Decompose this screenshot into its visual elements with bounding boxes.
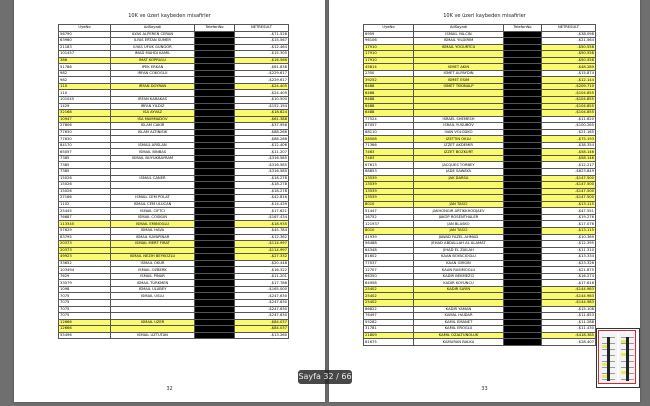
cell-netresult: -$623.849 [542,169,596,176]
document-page-right [329,0,640,402]
cell-netresult: -$13.334 [542,254,596,261]
cell-adsoyadi: ISMAIL KAYAPINAR [111,234,195,241]
cell-netresult: -$15.567 [235,38,289,45]
cell-uyeno: 31781 [364,326,414,333]
cell-uyeno: 67613 [364,162,414,169]
cell-uyeno: 77630 [59,129,111,136]
cell-uyeno: 12666 [59,319,111,326]
cell-uyeno: 6488 [364,90,414,97]
cell-netresult: -$12.464 [235,44,289,51]
cell-adsoyadi: ISMET TEKINALP [414,83,504,90]
cell-netresult: -$247.630 [235,299,289,306]
cell-netresult: -$58.146 [542,149,596,156]
cell-uyeno: 39252 [364,77,414,84]
cell-netresult: -$45.784 [235,227,289,234]
cell-uyeno: 6488 [364,97,414,104]
cell-uyeno: 64348 [364,247,414,254]
cell-netresult: -$11.430 [542,326,596,333]
cell-uyeno: 8010 [364,201,414,208]
cell-uyeno: 21809 [364,332,414,339]
cell-netresult: -$88.266 [235,129,289,136]
cell-netresult: -$58.146 [542,155,596,162]
cell-adsoyadi: ISMET ESIM [414,77,504,84]
cell-uyeno: 55496 [59,332,111,339]
cell-netresult: -$37.956 [235,123,289,130]
cell-netresult: -$11.310 [542,247,596,254]
cell-netresult: -$17.076 [542,221,596,228]
cell-adsoyadi: IMAD MAHDI KAMIL [111,51,195,58]
cell-adsoyadi: JAN BLASKO [414,221,504,228]
cell-adsoyadi: ISMAIL PINAR [111,273,195,280]
cell-uyeno: 1098 [59,286,111,293]
cell-uyeno: 68853 [364,169,414,176]
cell-adsoyadi: KAMIL EMANET [414,319,504,326]
cell-netresult: -$18.278 [235,182,289,189]
cell-uyeno: 13539 [364,195,414,202]
cell-uyeno: 76687 [59,214,111,221]
cell-uyeno: 7629 [59,273,111,280]
cell-netresult: -$23.326 [542,260,596,267]
cell-netresult: -$61.388 [235,116,289,123]
cell-adsoyadi: ISMAIL YOGURTCU [414,44,504,51]
page-title: 10K ve üzeri kaybeden misafirler [128,13,211,19]
cell-uyeno: 27166 [59,195,111,202]
cell-telefonno-redacted [504,339,542,346]
cell-adsoyadi: IRFAN DOYRAN [111,83,195,90]
cell-adsoyadi: ISMAIL BUYUKBAYRAM [111,155,195,162]
cell-netresult: -$13.115 [542,201,596,208]
cell-uyeno: 7385 [59,162,111,169]
cell-netresult: -$14.439 [235,201,289,208]
cell-netresult: -$104.855 [542,103,596,110]
cell-uyeno: 110 [59,83,111,90]
cell-netresult: -$144.983 [542,299,596,306]
cell-netresult: -$167.434 [235,214,289,221]
cell-uyeno: 20373 [59,247,111,254]
column-header-netresult: NETRESULT [542,25,596,32]
cell-netresult: -$18.935 [235,221,289,228]
page-number: 33 [481,386,488,392]
cell-netresult: -$114.997 [235,247,289,254]
column-header-adsoyadi: AdSoyadi [111,25,195,32]
cell-netresult: -$16.566 [235,57,289,64]
cell-uyeno: 1102 [59,201,111,208]
cell-adsoyadi: ISMAIL NEZIH BEYKOZLU [111,254,195,261]
cell-netresult: -$418.385 [542,332,596,339]
cell-adsoyadi: IMAT KOPRULU [111,57,195,64]
cell-uyeno: 68110 [364,129,414,136]
cell-netresult: -$11.620 [542,116,596,123]
table-row [364,339,596,346]
cell-netresult: -$50.558 [542,57,596,64]
cell-netresult: -$84.037 [235,326,289,333]
cell-adsoyadi: KAMAL HAIDAR [414,313,504,320]
cell-netresult: -$316.585 [235,162,289,169]
cell-netresult: -$38.354 [542,142,596,149]
cell-adsoyadi: ISMAIL UZTUTAN [111,332,195,339]
cell-netresult: -$50.558 [542,51,596,58]
cell-netresult: -$12.395 [542,241,596,248]
column-header-uyeno: UyeNo [59,25,111,32]
data-table [363,24,596,346]
cell-uyeno: 87057 [364,123,414,130]
cell-adsoyadi: KADIR KOYUNCU [414,280,504,287]
cell-uyeno: 57629 [59,227,111,234]
cell-adsoyadi: ISMAIL ULUBEY [111,286,195,293]
cell-netresult: -$247.630 [235,313,289,320]
cell-netresult: -$19.276 [542,214,596,221]
cell-netresult: -$165.000 [235,286,289,293]
cell-netresult: -$12.406 [235,142,289,149]
cell-netresult: -$11.653 [542,313,596,320]
cell-uyeno: 66350 [364,273,414,280]
cell-adsoyadi: KADIR BEKMEZCI [414,273,504,280]
cell-netresult: -$144.983 [542,293,596,300]
column-header-telefonno: TelefonNo [195,25,235,32]
cell-adsoyadi: KAAN BOYACIOGLU [414,254,504,261]
cell-uyeno: 10947 [59,116,111,123]
cell-uyeno: 65057 [59,149,111,156]
cell-uyeno: 13539 [364,188,414,195]
cell-uyeno: 7075 [59,313,111,320]
cell-uyeno: 386 [59,57,111,64]
cell-netresult: -$11.288 [542,319,596,326]
cell-adsoyadi: ISMET AKIN [414,64,504,71]
cell-uyeno: 64958 [364,280,414,287]
cell-netresult: -$104.855 [542,110,596,117]
cell-netresult: -$209.710 [542,83,596,90]
cell-uyeno: 81675 [364,339,414,346]
cell-netresult: -$24.405 [235,83,289,90]
cell-netresult: -$15.305 [235,51,289,58]
cell-adsoyadi: ISMET ALPAYDIN [414,70,504,77]
cell-adsoyadi: ISA MAMMADOV [111,116,195,123]
cell-uyeno: 982 [59,77,111,84]
cell-netresult: -$147.500 [542,175,596,182]
cell-netresult: -$13.260 [235,332,289,339]
cell-uyeno: 121937 [364,221,414,228]
cell-netresult: -$81.838 [235,64,289,71]
cell-adsoyadi: ISMAIL ARSLAN [111,142,195,149]
cell-netresult: -$71.528 [235,31,289,38]
cell-uyeno: 86822 [364,306,414,313]
data-table [58,24,289,339]
cell-netresult: -$20.448 [235,260,289,267]
cell-uyeno: 77037 [364,260,414,267]
cell-netresult: -$147.500 [542,195,596,202]
cell-uyeno: 13539 [364,182,414,189]
cell-netresult: -$21.564 [542,38,596,45]
column-header-adsoyadi: AdSoyadi [414,25,504,32]
table-row [59,332,289,339]
cell-netresult: -$17.621 [235,208,289,215]
cell-uyeno: 83795 [59,234,111,241]
cell-uyeno: 17910 [364,44,414,51]
cell-adsoyadi: IPEK ERKAN [111,64,195,71]
cell-adsoyadi: ISMAIL CEM ULUCAN [111,201,195,208]
cell-adsoyadi: JAWAD FAZEL AHMAD [414,234,504,241]
cell-netresult: -$50.558 [542,44,596,51]
cell-uyeno: 7463 [364,155,414,162]
cell-uyeno: 96106 [364,38,414,45]
cell-adsoyadi: JEHAD ABDALLAH AL ALAMAT [414,241,504,248]
cell-uyeno: 25445 [59,208,111,215]
cell-adsoyadi: JAN TASCI [414,227,504,234]
cell-netresult: -$11.201 [235,273,289,280]
cell-netresult: -$75.193 [542,136,596,143]
cell-netresult: -$13.115 [542,227,596,234]
cell-uyeno: 101045 [59,97,111,104]
cell-netresult: -$18.278 [235,188,289,195]
cell-uyeno: 25402 [364,286,414,293]
page-title: 10K ve üzeri kaybeden misafirler [443,13,526,19]
cell-adsoyadi: ILYAS ERTAN SUMER [111,38,195,45]
cell-netresult: -$152.194 [235,103,289,110]
cell-adsoyadi: JIHAD EL ZAILAH [414,247,504,254]
cell-adsoyadi: IZZET BOZKURT [414,149,504,156]
cell-adsoyadi: IZETTIN OKLU [414,136,504,143]
cell-uyeno: 12666 [59,326,111,333]
cell-netresult: -$24.405 [235,90,289,97]
cell-adsoyadi: ISMAIL CIFTCI [111,208,195,215]
cell-adsoyadi: JAKHONGIR ARTIKKHODJAEV [414,208,504,215]
cell-adsoyadi: ISMAIL EMINOGLU [111,221,195,228]
cell-uyeno: 55282 [364,319,414,326]
cell-telefonno-redacted [195,332,235,339]
cell-adsoyadi: KAAN GIRGIN [414,260,504,267]
cell-adsoyadi: ISMAIL OKUR [111,260,195,267]
cell-adsoyadi: KADIR YAMAN [414,306,504,313]
cell-netresult: -$12.144 [542,77,596,84]
cell-uyeno: 15026 [59,175,111,182]
cell-uyeno: 77630 [59,136,111,143]
cell-uyeno: 33579 [59,280,111,287]
cell-adsoyadi: ISRAIL YUSUBOV [414,123,504,130]
cell-adsoyadi: ISMAIL YALCIN [414,31,504,38]
cell-adsoyadi: ISMAIL TURKMEN [111,280,195,287]
cell-uyeno: 25402 [364,299,414,306]
cell-uyeno: 41939 [364,234,414,241]
column-header-telefonno: TelefonNo [504,25,542,32]
column-header-uyeno: UyeNo [364,25,414,32]
cell-uyeno: 33652 [59,260,111,267]
cell-netresult: -$38.098 [542,31,596,38]
cell-netresult: -$17.616 [542,280,596,287]
cell-adsoyadi: ISMAIL OZBERK [111,267,195,274]
cell-netresult: -$12.362 [235,234,289,241]
cell-adsoyadi: JACQUES TORBEY [414,162,504,169]
cell-netresult: -$18.278 [235,175,289,182]
cell-netresult: -$47.551 [542,208,596,215]
cell-uyeno: 7385 [59,169,111,176]
cell-uyeno: 7385 [59,155,111,162]
cell-uyeno: 8010 [364,227,414,234]
cell-uyeno: 81602 [364,254,414,261]
cell-uyeno: 103494 [59,267,111,274]
cell-uyeno: 77524 [364,116,414,123]
cell-uyeno: 56790 [59,31,111,38]
page-number: 32 [166,386,173,392]
cell-uyeno: 7075 [59,293,111,300]
cell-adsoyadi: ISMAIL HAVA [111,227,195,234]
cell-uyeno: 101457 [59,51,111,58]
cell-uyeno: 49923 [59,254,111,261]
cell-adsoyadi: ISMAIL MERT FIRAT [111,241,195,248]
page-thumbnail-navigator[interactable] [596,328,640,388]
cell-uyeno: 71366 [364,142,414,149]
cell-netresult: -$21.165 [542,129,596,136]
cell-uyeno: 63960 [59,38,111,45]
cell-netresult: -$48.289 [542,64,596,71]
cell-netresult: -$84.037 [235,319,289,326]
cell-adsoyadi: KADIR SAYIN [414,286,504,293]
cell-netresult: -$42.816 [235,195,289,202]
cell-adsoyadi: ISMAIL CANER [111,175,195,182]
cell-uyeno: 12707 [364,267,414,274]
cell-adsoyadi: ISMAIL USLU [111,293,195,300]
cell-adsoyadi: IRFAN KARAKAS [111,97,195,104]
cell-uyeno: 17910 [364,57,414,64]
cell-adsoyadi: JAK DARSA [414,175,504,182]
cell-netresult: -$100.265 [542,123,596,130]
cell-netresult: -$18.824 [235,110,289,117]
cell-uyeno: 1429 [59,103,111,110]
cell-uyeno: 27806 [59,123,111,130]
cell-adsoyadi: IVAN VOLODKO [414,129,504,136]
cell-adsoyadi: KAMURAN BALKU [414,339,504,346]
cell-netresult: -$104.855 [542,90,596,97]
cell-uyeno: 7075 [59,306,111,313]
cell-uyeno: 6488 [364,83,414,90]
cell-adsoyadi: ILYAS UFUK GUNGOR [111,44,195,51]
cell-netresult: -$88.266 [235,136,289,143]
cell-adsoyadi: ISMAIL BINBAS [111,149,195,156]
cell-netresult: -$11.207 [235,149,289,156]
cell-uyeno: 32168 [59,110,111,117]
cell-adsoyadi: ISRAEL SHEMESH [414,116,504,123]
cell-netresult: -$28.407 [542,339,596,346]
cell-adsoyadi: JAKOP ROSENTHALER [414,214,504,221]
cell-netresult: -$247.630 [235,306,289,313]
cell-uyeno: 15026 [59,188,111,195]
cell-uyeno: 84170 [59,142,111,149]
cell-netresult: -$10.369 [542,234,596,241]
cell-netresult: -$16.274 [542,273,596,280]
cell-uyeno: 51447 [364,208,414,215]
cell-adsoyadi: JADE SAWAYA [414,169,504,176]
cell-uyeno: 25402 [364,293,414,300]
cell-uyeno: 28508 [364,136,414,143]
cell-netresult: -$229.617 [235,70,289,77]
cell-adsoyadi: IRFAN COKOGLU [111,70,195,77]
cell-netresult: -$316.585 [235,169,289,176]
cell-uyeno: 51786 [59,64,111,71]
cell-adsoyadi: IZZET AKDEMIR [414,142,504,149]
cell-netresult: -$147.500 [542,188,596,195]
cell-adsoyadi: KAMIL EROGLU [414,326,504,333]
cell-netresult: -$114.997 [235,241,289,248]
cell-adsoyadi: ISMAIL COSKUN [111,214,195,221]
cell-uyeno: 21183 [59,44,111,51]
cell-uyeno: 45814 [364,64,414,71]
cell-adsoyadi: KAAN RASIMOGLU [414,267,504,274]
cell-adsoyadi: IRFAN YILDIZ [111,103,195,110]
document-page-left [14,0,325,402]
column-header-netresult: NETRESULT [235,25,289,32]
cell-uyeno: 15026 [59,182,111,189]
cell-netresult: -$27.332 [235,254,289,261]
cell-netresult: -$17.786 [235,280,289,287]
cell-uyeno: 6959 [364,31,414,38]
cell-netresult: -$15.108 [542,306,596,313]
cell-adsoyadi: ISMAIL UZER [111,319,195,326]
cell-uyeno: 56488 [364,241,414,248]
page-indicator: Sayfa 32 / 66 [298,370,352,384]
cell-adsoyadi: ISLAM ALTINISIK [111,129,195,136]
cell-uyeno: 76497 [364,313,414,320]
cell-adsoyadi: ISMAIL YILDIRIM [414,38,504,45]
cell-uyeno: 2350 [364,70,414,77]
cell-uyeno: 113345 [59,221,111,228]
cell-netresult: -$104.855 [542,97,596,104]
cell-netresult: -$229.617 [235,77,289,84]
thumbnail-viewport-frame[interactable] [598,330,636,384]
cell-netresult: -$247.630 [235,293,289,300]
cell-uyeno: 110 [59,90,111,97]
cell-uyeno: 7463 [364,149,414,156]
cell-uyeno: 16752 [364,214,414,221]
cell-adsoyadi: JAN TASCI [414,201,504,208]
cell-netresult: -$15.874 [542,70,596,77]
cell-uyeno: 6488 [364,103,414,110]
cell-adsoyadi: ILYAS ALPEREN CERAN [111,31,195,38]
cell-netresult: -$316.585 [235,155,289,162]
cell-netresult: -$12.217 [542,162,596,169]
cell-adsoyadi: ISA AYVAZ [111,110,195,117]
cell-uyeno: 6488 [364,110,414,117]
cell-netresult: -$144.983 [542,286,596,293]
cell-uyeno: 13539 [364,175,414,182]
cell-uyeno: 7075 [59,299,111,306]
cell-uyeno: 17910 [364,51,414,58]
cell-uyeno: 20373 [59,241,111,248]
cell-uyeno: 982 [59,70,111,77]
cell-adsoyadi: KAMIL OZALTUNOLUK [414,332,504,339]
cell-netresult: -$21.875 [542,267,596,274]
cell-adsoyadi: ISMAIL CEM POLAT [111,195,195,202]
cell-netresult: -$147.500 [542,182,596,189]
cell-netresult: -$10.500 [235,97,289,104]
cell-netresult: -$16.322 [235,267,289,274]
cell-adsoyadi: ISLAM CAKIR [111,123,195,130]
